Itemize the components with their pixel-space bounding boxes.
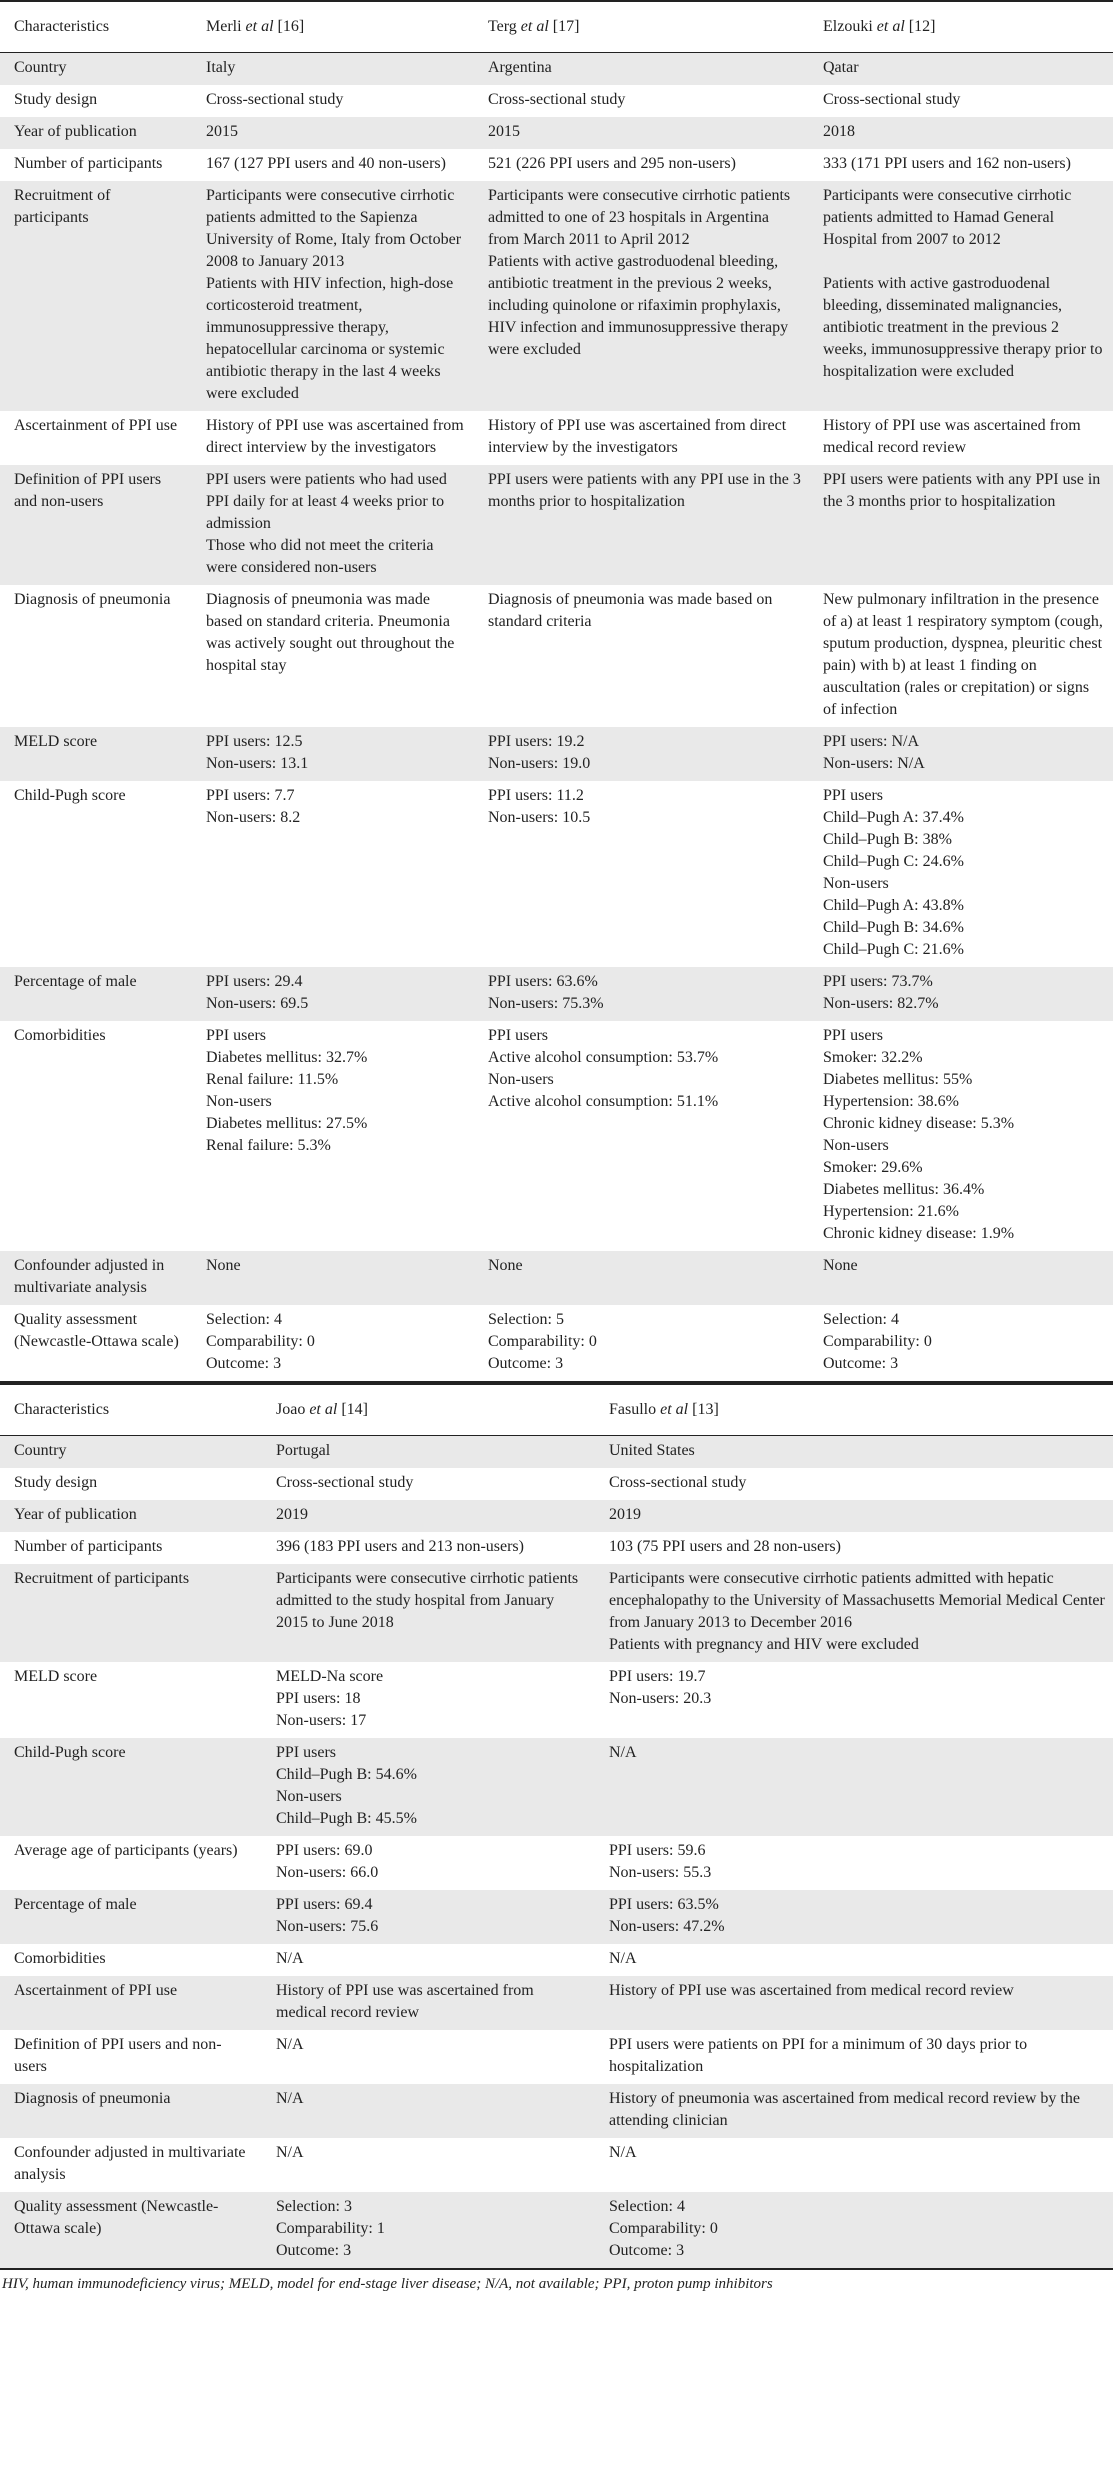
header-et-al: et al	[309, 1401, 338, 1418]
header-reference: [12]	[904, 18, 936, 35]
table-cell: 2019	[609, 1506, 641, 1523]
table-cell: N/A	[276, 2144, 304, 2161]
table-cell: History of PPI use was ascertained from medical record review	[276, 1982, 534, 2021]
row-label: Percentage of male	[14, 973, 137, 990]
header-reference: [13]	[688, 1401, 719, 1418]
row-label: MELD score	[14, 733, 98, 750]
table-cell: Italy	[206, 59, 236, 76]
table-cell: PPI users Diabetes mellitus: 32.7% Renal failure: 11.5% Non-users Diabetes mellitus: 27.5% Renal failure: 5.3%	[206, 1027, 368, 1154]
table-cell: PPI users: 63.6% Non-users: 75.3%	[488, 973, 604, 1012]
table-2-row	[0, 2138, 1113, 2192]
table-cell: History of PPI use was ascertained from medical record review	[823, 417, 1081, 456]
table-cell: PPI users: 7.7 Non-users: 8.2	[206, 787, 301, 826]
table-cell: Selection: 4 Comparability: 0 Outcome: 3	[206, 1311, 315, 1372]
table-cell: Cross-sectional study	[206, 91, 344, 108]
row-label: Comorbidities	[14, 1027, 106, 1044]
header-reference: [17]	[548, 18, 580, 35]
table-2-row	[0, 1662, 1113, 1738]
header-author: Terg	[488, 18, 521, 35]
row-label: Ascertainment of PPI use	[14, 1982, 178, 1999]
table-cell: PPI users: 63.5% Non-users: 47.2%	[609, 1896, 725, 1935]
table-cell: 396 (183 PPI users and 213 non-users)	[276, 1538, 524, 1555]
row-label: Comorbidities	[14, 1950, 106, 1967]
table-cell: PPI users Active alcohol consumption: 53.7% Non-users Active alcohol consumption: 51.1%	[488, 1027, 719, 1110]
row-label: Quality assessment (Newcastle-Ottawa scale)	[14, 2198, 219, 2237]
table-2-row	[0, 1836, 1113, 1890]
table-2-row	[0, 1532, 1113, 1564]
table-cell: PPI users: N/A Non-users: N/A	[823, 733, 925, 772]
table-cell: Diagnosis of pneumonia was made based on standard criteria	[488, 591, 773, 630]
row-label: Average age of participants (years)	[14, 1842, 238, 1859]
table-cell: Cross-sectional study	[823, 91, 961, 108]
header-et-al: et al	[876, 18, 905, 35]
table-2-row	[0, 1944, 1113, 1976]
table-1-row	[0, 1251, 1113, 1305]
table-cell: PPI users: 59.6 Non-users: 55.3	[609, 1842, 712, 1881]
table-1-row	[0, 117, 1113, 149]
table-cell: MELD-Na score PPI users: 18 Non-users: 17	[276, 1668, 384, 1729]
table-cell: Selection: 3 Comparability: 1 Outcome: 3	[276, 2198, 385, 2259]
table-1-header-row	[0, 1, 1113, 53]
row-label: Number of participants	[14, 155, 163, 172]
table-2-header-cell	[262, 1384, 595, 1436]
table-cell: N/A	[276, 2036, 304, 2053]
header-reference: [14]	[337, 1401, 368, 1418]
table-cell: None	[488, 1257, 523, 1274]
table-1-row	[0, 53, 1113, 86]
row-label: Diagnosis of pneumonia	[14, 591, 171, 608]
row-label: MELD score	[14, 1668, 98, 1685]
table-2-header-cell	[0, 1384, 262, 1436]
table-cell: Selection: 4 Comparability: 0 Outcome: 3	[609, 2198, 718, 2259]
table-cell: Participants were consecutive cirrhotic patients admitted to the Sapienza University of Rome, Italy from October 2008 to January 2013 Patients with HIV infection, high-dose corticosteroid treatment, immunosuppressive therapy, hepatocellular carcinoma or systemic antibiotic therapy in the last 4 weeks were excluded	[206, 187, 462, 402]
table-cell: Portugal	[276, 1442, 331, 1459]
row-label: Recruitment of participants	[14, 1570, 190, 1587]
table-cell: N/A	[609, 1950, 637, 1967]
header-author: Joao	[276, 1401, 310, 1418]
table-1-row	[0, 465, 1113, 585]
table-cell: 333 (171 PPI users and 162 non-users)	[823, 155, 1071, 172]
table-cell: Selection: 4 Comparability: 0 Outcome: 3	[823, 1311, 932, 1372]
table-1-header-cell	[0, 1, 192, 53]
table-cell: History of pneumonia was ascertained from medical record review by the attending clinician	[609, 2090, 1080, 2129]
table-1-row	[0, 1021, 1113, 1251]
row-label: Child-Pugh score	[14, 1744, 126, 1761]
table-2-row	[0, 1890, 1113, 1944]
table-cell: 2015	[206, 123, 238, 140]
table-1-row	[0, 585, 1113, 727]
table-1-row	[0, 781, 1113, 967]
table-cell: 2015	[488, 123, 520, 140]
table-cell: PPI users: 19.7 Non-users: 20.3	[609, 1668, 712, 1707]
row-label: Study design	[14, 1474, 98, 1491]
table-cell: 521 (226 PPI users and 295 non-users)	[488, 155, 736, 172]
table-2-row	[0, 1564, 1113, 1662]
table-1-body	[0, 53, 1113, 1383]
table-1-row	[0, 181, 1113, 411]
table-cell: Participants were consecutive cirrhotic patients admitted with hepatic encephalopathy to the University of Massachusetts Memorial Medical Center from January 2013 to December 2016 Patients with pregnancy and HIV were excluded	[609, 1570, 1105, 1653]
table-cell: History of PPI use was ascertained from direct interview by the investigators	[488, 417, 787, 456]
table-2-row	[0, 2030, 1113, 2084]
table-cell: Participants were consecutive cirrhotic patients admitted to the study hospital from January 2015 to June 2018	[276, 1570, 579, 1631]
header-et-al: et al	[245, 18, 274, 35]
table-2-row	[0, 2084, 1113, 2138]
table-cell: PPI users Child–Pugh A: 37.4% Child–Pugh B: 38% Child–Pugh C: 24.6% Non-users Child–Pugh A: 43.8% Child–Pugh B: 34.6% Child–Pugh C: 21.6%	[823, 787, 964, 958]
row-label: Country	[14, 59, 67, 76]
table-1-header-cell	[474, 1, 809, 53]
row-label: Study design	[14, 91, 98, 108]
table-cell: N/A	[609, 2144, 637, 2161]
table-cell: Cross-sectional study	[488, 91, 626, 108]
table-1-row	[0, 967, 1113, 1021]
table-cell: Argentina	[488, 59, 552, 76]
header-et-al: et al	[660, 1401, 689, 1418]
table-cell: History of PPI use was ascertained from medical record review	[609, 1982, 1014, 1999]
table-cell: N/A	[276, 2090, 304, 2107]
header-author: Elzouki	[823, 18, 877, 35]
table-cell: 167 (127 PPI users and 40 non-users)	[206, 155, 446, 172]
table-cell: None	[823, 1257, 858, 1274]
table-cell: PPI users were patients with any PPI use in the 3 months prior to hospitalization	[823, 471, 1101, 510]
table-cell: Cross-sectional study	[276, 1474, 414, 1491]
table-2-row	[0, 1468, 1113, 1500]
table-cell: 2019	[276, 1506, 308, 1523]
row-label: Quality assessment (Newcastle-Ottawa scale)	[14, 1311, 179, 1350]
table-1-row	[0, 1305, 1113, 1382]
table-cell: Participants were consecutive cirrhotic patients admitted to one of 23 hospitals in Argentina from March 2011 to April 2012 Patients with active gastroduodenal bleeding, antibiotic treatment in the previous 2 weeks, including quinolone or rifaximin prophylaxis, HIV infection and immunosuppressive therapy were excluded	[488, 187, 791, 358]
study-characteristics-table-2	[0, 1383, 1113, 2270]
table-1-header-cell	[809, 1, 1113, 53]
table-1-row	[0, 85, 1113, 117]
table-2-header-row	[0, 1384, 1113, 1436]
row-label: Confounder adjusted in multivariate analysis	[14, 2144, 246, 2183]
row-label: Percentage of male	[14, 1896, 137, 1913]
table-footnote: HIV, human immunodeficiency virus; MELD, model for end-stage liver disease; N/A, not available; PPI, proton pump inhibitors	[2, 2276, 773, 2292]
table-cell: PPI users were patients who had used PPI daily for at least 4 weeks prior to admission Those who did not meet the criteria were considered non-users	[206, 471, 447, 576]
row-label: Year of publication	[14, 1506, 137, 1523]
table-cell: PPI users: 12.5 Non-users: 13.1	[206, 733, 309, 772]
row-label: Definition of PPI users and non-users	[14, 471, 162, 510]
table-cell: Participants were consecutive cirrhotic patients admitted to Hamad General Hospital from 2007 to 2012 Patients with active gastroduodenal bleeding, disseminated malignancies, antibiotic treatment in the previous 2 weeks, immunosuppressive therapy prior to hospitalization were excluded	[823, 187, 1103, 380]
table-1-row	[0, 149, 1113, 181]
row-label: Ascertainment of PPI use	[14, 417, 178, 434]
table-cell: N/A	[276, 1950, 304, 1967]
header-author: Merli	[206, 18, 246, 35]
table-2-row	[0, 1436, 1113, 1469]
table-cell: PPI users: 19.2 Non-users: 19.0	[488, 733, 591, 772]
table-1-header-cell	[192, 1, 474, 53]
table-cell: PPI users Child–Pugh B: 54.6% Non-users Child–Pugh B: 45.5%	[276, 1744, 417, 1827]
table-cell: PPI users: 69.4 Non-users: 75.6	[276, 1896, 379, 1935]
table-cell: PPI users: 29.4 Non-users: 69.5	[206, 973, 309, 1012]
table-1-header	[0, 1, 1113, 53]
table-cell: Cross-sectional study	[609, 1474, 747, 1491]
table-cell: PPI users: 73.7% Non-users: 82.7%	[823, 973, 939, 1012]
table-cell: Qatar	[823, 59, 859, 76]
table-cell: 103 (75 PPI users and 28 non-users)	[609, 1538, 841, 1555]
table-2-row	[0, 1500, 1113, 1532]
table-cell: PPI users were patients on PPI for a minimum of 30 days prior to hospitalization	[609, 2036, 1028, 2075]
row-label: Year of publication	[14, 123, 137, 140]
table-cell: PPI users: 69.0 Non-users: 66.0	[276, 1842, 379, 1881]
table-cell: PPI users: 11.2 Non-users: 10.5	[488, 787, 591, 826]
header-et-al: et al	[520, 18, 549, 35]
table-1-row	[0, 727, 1113, 781]
row-label: Confounder adjusted in multivariate analysis	[14, 1257, 165, 1296]
row-label: Country	[14, 1442, 67, 1459]
row-label: Recruitment of participants	[14, 187, 111, 226]
row-label: Diagnosis of pneumonia	[14, 2090, 171, 2107]
table-cell: PPI users Smoker: 32.2% Diabetes mellitus: 55% Hypertension: 38.6% Chronic kidney disease: 5.3% Non-users Smoker: 29.6% Diabetes mellitus: 36.4% Hypertension: 21.6% Chronic kidney disease: 1.9%	[823, 1027, 1015, 1242]
table-cell: New pulmonary infiltration in the presence of a) at least 1 respiratory symptom (cough, sputum production, dyspnea, pleuritic chest pain) with b) at least 1 finding on auscultation (rales or crepitation) or signs of infection	[823, 591, 1103, 718]
table-2-row	[0, 1976, 1113, 2030]
table-2-header	[0, 1384, 1113, 1436]
table-cell: N/A	[609, 1744, 637, 1761]
table-1-row	[0, 411, 1113, 465]
table-2-row	[0, 2192, 1113, 2269]
table-2-body	[0, 1436, 1113, 2270]
row-label: Number of participants	[14, 1538, 163, 1555]
table-cell: Selection: 5 Comparability: 0 Outcome: 3	[488, 1311, 597, 1372]
table-cell: United States	[609, 1442, 695, 1459]
header-author: Characteristics	[14, 1401, 110, 1418]
row-label: Child-Pugh score	[14, 787, 126, 804]
table-cell: None	[206, 1257, 241, 1274]
table-cell: Diagnosis of pneumonia was made based on standard criteria. Pneumonia was actively sought out throughout the hospital stay	[206, 591, 455, 674]
table-cell: PPI users were patients with any PPI use in the 3 months prior to hospitalization	[488, 471, 801, 510]
table-cell: 2018	[823, 123, 855, 140]
row-label: Definition of PPI users and non-users	[14, 2036, 222, 2075]
header-author: Characteristics	[14, 18, 110, 35]
table-cell: History of PPI use was ascertained from direct interview by the investigators	[206, 417, 464, 456]
table-2-row	[0, 1738, 1113, 1836]
header-reference: [16]	[273, 18, 305, 35]
header-author: Fasullo	[609, 1401, 661, 1418]
table-2-header-cell	[595, 1384, 1113, 1436]
